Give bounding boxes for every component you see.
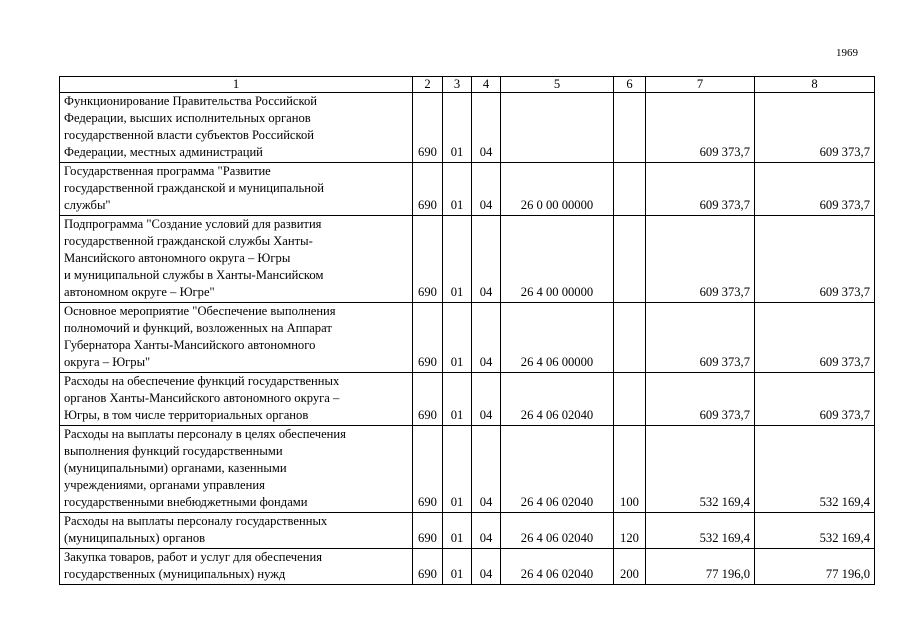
ministry-code-cell: 690	[413, 549, 443, 585]
section-code-cell: 01	[443, 163, 472, 216]
expense-name-cell: Основное мероприятие "Обеспечение выполнения полномочий и функций, возложенных на Аппарат Губернатора Ханты-Мансийского автономного округа – Югры"	[60, 303, 413, 373]
amount-col8-cell: 609 373,7	[755, 373, 875, 426]
expense-type-cell	[614, 216, 646, 303]
budget-table	[59, 76, 875, 585]
section-code-cell: 01	[443, 216, 472, 303]
table-row	[60, 303, 875, 373]
amount-col7-cell: 609 373,7	[646, 303, 755, 373]
amount-col7-cell: 532 169,4	[646, 513, 755, 549]
target-article-cell: 26 4 00 00000	[501, 216, 614, 303]
table-row	[60, 216, 875, 303]
section-code-cell: 01	[443, 549, 472, 585]
section-code-cell: 01	[443, 93, 472, 163]
header-cell-3: 3	[443, 77, 472, 93]
expense-type-cell: 120	[614, 513, 646, 549]
header-cell-1: 1	[60, 77, 413, 93]
amount-col8-cell: 77 196,0	[755, 549, 875, 585]
expense-name-cell: Закупка товаров, работ и услуг для обеспечения государственных (муниципальных) нужд	[60, 549, 413, 585]
ministry-code-cell: 690	[413, 373, 443, 426]
section-code-cell: 01	[443, 373, 472, 426]
subsection-code-cell: 04	[472, 93, 501, 163]
ministry-code-cell: 690	[413, 163, 443, 216]
table-row	[60, 513, 875, 549]
target-article-cell: 26 4 06 02040	[501, 513, 614, 549]
expense-name-cell: Расходы на обеспечение функций государственных органов Ханты-Мансийского автономного округа – Югры, в том числе территориальных органов	[60, 373, 413, 426]
expense-name-cell: Расходы на выплаты персоналу государственных (муниципальных) органов	[60, 513, 413, 549]
table-row	[60, 373, 875, 426]
expense-type-cell: 200	[614, 549, 646, 585]
header-cell-2: 2	[413, 77, 443, 93]
ministry-code-cell: 690	[413, 426, 443, 513]
amount-col8-cell: 609 373,7	[755, 93, 875, 163]
page-number: 1969	[836, 47, 858, 59]
expense-type-cell	[614, 93, 646, 163]
target-article-cell: 26 0 00 00000	[501, 163, 614, 216]
expense-type-cell	[614, 373, 646, 426]
amount-col7-cell: 609 373,7	[646, 373, 755, 426]
ministry-code-cell: 690	[413, 513, 443, 549]
expense-name-cell: Расходы на выплаты персоналу в целях обеспечения выполнения функций государственными (муниципальными) органами, казенными учреждениями, органами управления государственными внебюджетными фондами	[60, 426, 413, 513]
expense-type-cell	[614, 303, 646, 373]
subsection-code-cell: 04	[472, 163, 501, 216]
header-cell-7: 7	[646, 77, 755, 93]
expense-type-cell: 100	[614, 426, 646, 513]
section-code-cell: 01	[443, 513, 472, 549]
subsection-code-cell: 04	[472, 426, 501, 513]
ministry-code-cell: 690	[413, 216, 443, 303]
amount-col8-cell: 532 169,4	[755, 513, 875, 549]
ministry-code-cell: 690	[413, 93, 443, 163]
amount-col7-cell: 609 373,7	[646, 93, 755, 163]
header-cell-8: 8	[755, 77, 875, 93]
amount-col7-cell: 77 196,0	[646, 549, 755, 585]
amount-col8-cell: 609 373,7	[755, 303, 875, 373]
subsection-code-cell: 04	[472, 303, 501, 373]
table-row	[60, 163, 875, 216]
subsection-code-cell: 04	[472, 513, 501, 549]
header-cell-6: 6	[614, 77, 646, 93]
table-row	[60, 426, 875, 513]
table-row	[60, 93, 875, 163]
subsection-code-cell: 04	[472, 549, 501, 585]
expense-name-cell: Государственная программа "Развитие государственной гражданской и муниципальной службы"	[60, 163, 413, 216]
amount-col8-cell: 532 169,4	[755, 426, 875, 513]
ministry-code-cell: 690	[413, 303, 443, 373]
target-article-cell: 26 4 06 02040	[501, 549, 614, 585]
amount-col7-cell: 609 373,7	[646, 163, 755, 216]
section-code-cell: 01	[443, 303, 472, 373]
target-article-cell	[501, 93, 614, 163]
amount-col7-cell: 609 373,7	[646, 216, 755, 303]
target-article-cell: 26 4 06 00000	[501, 303, 614, 373]
header-cell-4: 4	[472, 77, 501, 93]
header-cell-5: 5	[501, 77, 614, 93]
subsection-code-cell: 04	[472, 373, 501, 426]
amount-col8-cell: 609 373,7	[755, 216, 875, 303]
target-article-cell: 26 4 06 02040	[501, 373, 614, 426]
target-article-cell: 26 4 06 02040	[501, 426, 614, 513]
expense-name-cell: Функционирование Правительства Российской Федерации, высших исполнительных органов государственной власти субъектов Российской Федерации, местных администраций	[60, 93, 413, 163]
table-header-row	[60, 77, 875, 93]
section-code-cell: 01	[443, 426, 472, 513]
table-row	[60, 549, 875, 585]
amount-col7-cell: 532 169,4	[646, 426, 755, 513]
subsection-code-cell: 04	[472, 216, 501, 303]
expense-name-cell: Подпрограмма "Создание условий для развития государственной гражданской службы Ханты- Мансийского автономного округа – Югры и муниципальной службы в Ханты-Мансийском автономном округе – Югре"	[60, 216, 413, 303]
expense-type-cell	[614, 163, 646, 216]
amount-col8-cell: 609 373,7	[755, 163, 875, 216]
